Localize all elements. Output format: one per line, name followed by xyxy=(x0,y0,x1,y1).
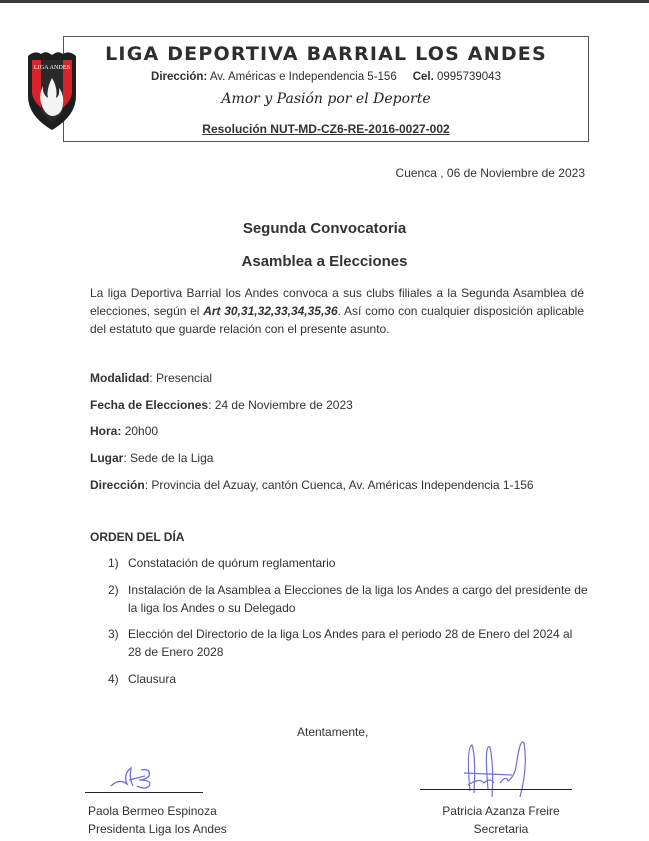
agenda-title: ORDEN DEL DÍA xyxy=(90,530,185,544)
top-edge-bar xyxy=(0,0,649,3)
date-line: Cuenca , 06 de Noviembre de 2023 xyxy=(395,166,585,180)
intro-paragraph xyxy=(90,284,584,338)
signer-role: Secretaria xyxy=(473,822,529,836)
intro-part2: . Así como con cualquier disposición aplicable del estatuto que guarde relación con el presente asunto. xyxy=(90,304,585,336)
agenda-item-text: Elección del Directorio de la liga Los Andes para el periodo 28 de Enero del 2024 al 28 de Enero 2028 xyxy=(128,627,573,659)
agenda-item-number: 3) xyxy=(108,627,119,641)
closing-text: Atentamente, xyxy=(297,725,369,739)
address-label: Dirección: xyxy=(151,71,208,83)
crest-text: LIGA ANDES xyxy=(33,64,71,71)
agenda-item xyxy=(108,555,588,573)
detail-sep: : xyxy=(149,371,157,385)
detail-label: Hora: xyxy=(90,424,122,438)
league-address-line xyxy=(63,71,589,83)
detail-label: Modalidad xyxy=(90,371,150,385)
detail-lugar xyxy=(90,451,213,465)
phone-value: 0995739043 xyxy=(437,71,501,83)
signature-line-president xyxy=(85,792,203,793)
agenda-item-number: 2) xyxy=(108,583,119,597)
detail-value: Provincia del Azuay, cantón Cuenca, Av. Américas Independencia 1-156 xyxy=(151,478,534,492)
detail-label: Dirección xyxy=(90,478,145,492)
detail-hora xyxy=(90,424,158,438)
league-motto: Amor y Pasión por el Deporte xyxy=(221,91,431,107)
signer-name: Paola Bermeo Espinoza xyxy=(88,804,217,818)
agenda-item-number: 4) xyxy=(108,672,119,686)
detail-fecha xyxy=(90,398,353,412)
detail-value: Sede de la Liga xyxy=(130,451,214,465)
signature-secretary-icon xyxy=(450,737,540,805)
signature-president-icon xyxy=(105,764,165,792)
agenda-item-text: Constatación de quórum reglamentario xyxy=(128,556,336,570)
agenda-item-text: Instalación de la Asamblea a Elecciones de la liga los Andes a cargo del presidente de la liga los Andes o su Delegado xyxy=(128,583,588,615)
intro-articles: Art 30,31,32,33,34,35,36 xyxy=(203,304,338,318)
signer-role: Presidenta Liga los Andes xyxy=(88,822,227,836)
detail-sep: : xyxy=(123,451,131,465)
detail-label: Fecha de Elecciones xyxy=(90,398,209,412)
detail-label: Lugar xyxy=(90,451,124,465)
agenda-item xyxy=(108,582,588,617)
detail-value: 20h00 xyxy=(124,424,159,438)
document-subtitle: Asamblea a Elecciones xyxy=(241,253,408,270)
address-value: Av. Américas e Independencia 5-156 xyxy=(209,71,397,83)
detail-sep: : xyxy=(208,398,215,412)
signature-secretary xyxy=(441,802,561,838)
signature-president xyxy=(88,802,227,838)
detail-sep: : xyxy=(144,478,152,492)
agenda-item-text: Clausura xyxy=(128,672,177,686)
phone-label: Cel. xyxy=(412,71,434,83)
detail-value: 24 de Noviembre de 2023 xyxy=(214,398,353,412)
document-title: Segunda Convocatoria xyxy=(242,220,407,237)
intro-part1: La liga Deportiva Barrial los Andes convoca a sus clubs filiales a la Segunda Asamblea dé elecciones, según el xyxy=(90,286,584,318)
detail-direccion xyxy=(90,478,534,492)
agenda-item xyxy=(108,671,588,689)
detail-modalidad xyxy=(90,371,212,385)
detail-value: Presencial xyxy=(156,371,213,385)
agenda-item-number: 1) xyxy=(108,556,119,570)
resolution-number: Resolución NUT-MD-CZ6-RE-2016-0027-002 xyxy=(202,122,450,136)
signer-name: Patricia Azanza Freire xyxy=(442,804,560,818)
agenda-item xyxy=(108,626,588,661)
signature-line-secretary xyxy=(420,789,572,790)
league-title: LIGA DEPORTIVA BARRIAL LOS ANDES xyxy=(105,43,547,65)
